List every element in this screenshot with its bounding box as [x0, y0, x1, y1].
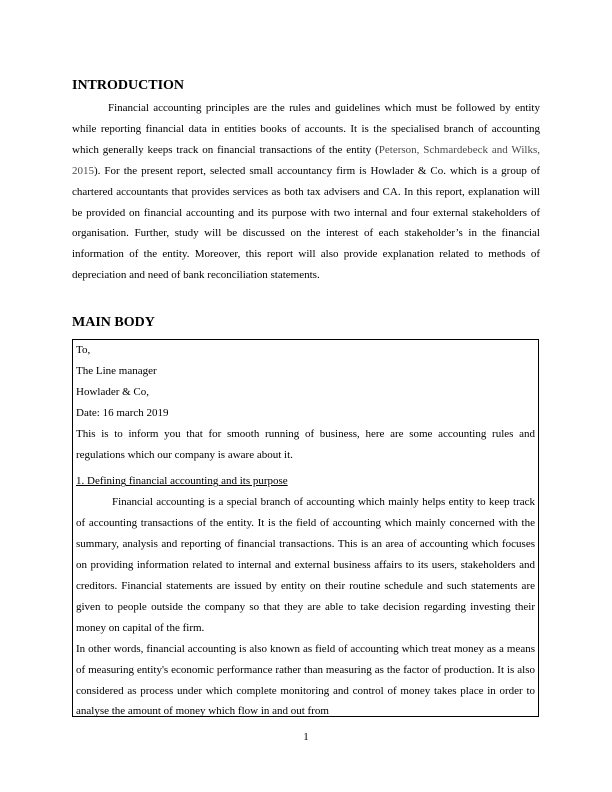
introduction-text-start: Financial accounting principles are the rules and guidelines which must be followed by entity while reporting financial data in entities books of accounts. It is the specialised branch of accounting which generally keeps track on financial transactions of the entity (	[72, 102, 540, 156]
introduction-text-end: ). For the present report, selected small accountancy firm is Howlader & Co. which is a group of chartered accountants that provides services as both tax advisers and CA. In this report, explanation will be provided on financial accounting and its purpose with two internal and four external stakeholders of organisation. Further, study will be discussed on the interest of each stakeholder’s in the financial information of the entity. Moreover, this report will also provide explanation related to methods of depreciation and need of bank reconciliation statements.	[72, 164, 540, 282]
letter-paragraph-2: In other words, financial accounting is also known as field of accounting which treat money as a means of measuring entity's economic performance rather than measuring as the factor of production. It is also considered as process under which complete monitoring and control of money takes place in order to analyse the amount of money which flow in and out from	[76, 642, 535, 717]
page-number: 1	[303, 731, 309, 743]
main-body-heading: MAIN BODY	[72, 315, 155, 330]
letter-content	[73, 340, 538, 717]
letter-salutation: To,	[76, 344, 91, 356]
letter-box	[72, 339, 539, 717]
letter-paragraph-1: Financial accounting is a special branch of accounting which mainly helps entity to keep track of accounting transactions of the entity. It is the field of accounting which mainly concerned with the summary, analysis and reporting of financial transactions. This is an area of accounting which focuses on providing information related to internal and external business affairs to its users, stakeholders and creditors. Financial statements are issued by entity on their routine schedule and such statements are given to people outside the company so that they are able to take decision regarding investing their money on capital of the firm.	[76, 496, 535, 634]
letter-company: Howlader & Co,	[76, 385, 150, 398]
citation-link[interactable]: Peterson, Schmardebeck and Wilks, 2015	[72, 143, 540, 177]
letter-opening: This is to inform you that for smooth running of business, here are some accounting rules and regulations which our company is aware about it.	[76, 427, 535, 461]
letter-date: Date: 16 march 2019	[76, 406, 169, 419]
letter-recipient: The Line manager	[76, 364, 157, 377]
introduction-heading: INTRODUCTION	[72, 78, 185, 93]
introduction-paragraph	[72, 98, 540, 286]
section-title: 1. Defining financial accounting and its purpose	[76, 475, 288, 488]
